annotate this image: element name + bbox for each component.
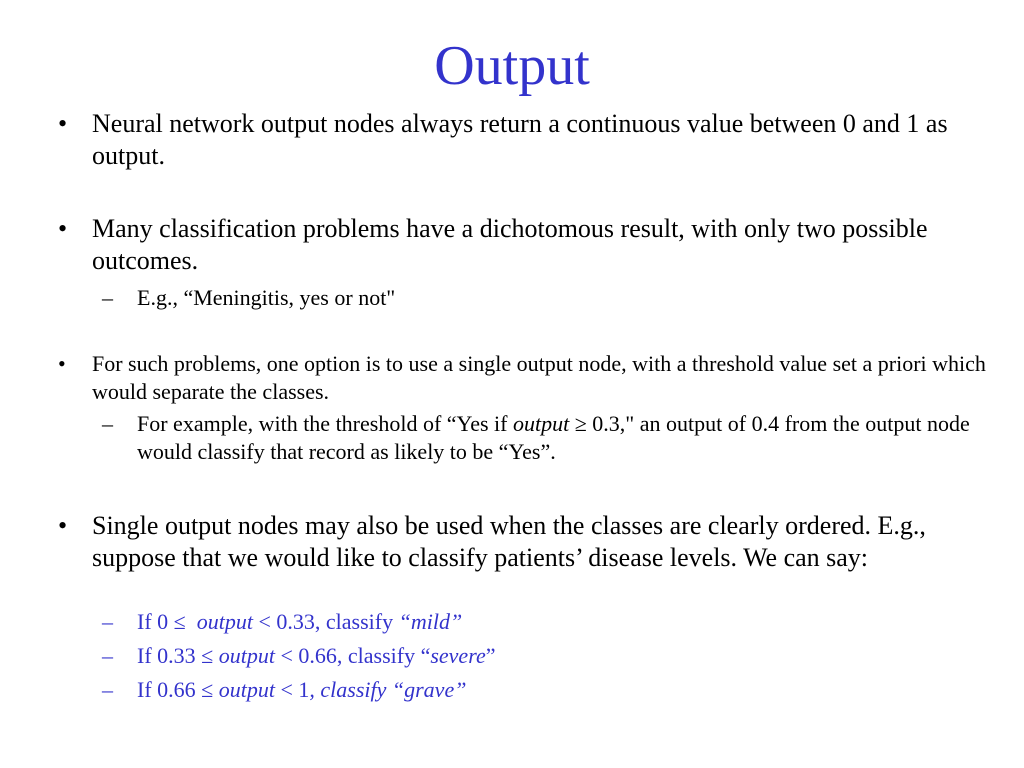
rule-middle: < 1 [274, 677, 310, 702]
dash-marker: – [102, 285, 113, 310]
slide-title: Output [434, 35, 590, 97]
bullet-marker: • [58, 109, 68, 138]
sub-bullet-text [137, 410, 987, 466]
rule-item-grave [0, 676, 1024, 706]
rule-text [137, 642, 997, 670]
rule-prefix: If 0 ≤ [137, 609, 197, 634]
rule-middle: < 0.66, classify “ [274, 643, 431, 668]
dash-marker: – [102, 411, 113, 436]
dash-marker: – [102, 643, 113, 668]
rule-variable: output [196, 609, 253, 634]
sub-bullet-item [0, 410, 1024, 470]
bullet-marker: • [58, 351, 66, 376]
bullet-text: Single output nodes may also be used when the classes are clearly ordered. E.g., suppose that we would like to classify patients’ disease levels. We can say: [92, 511, 926, 572]
rule-item-severe [0, 642, 1024, 672]
bullet-marker: • [58, 511, 68, 540]
rule-variable: output [218, 677, 275, 702]
sub-bullet-text: E.g., “Meningitis, yes or not" [137, 285, 396, 310]
rule-variable: output [218, 643, 275, 668]
rule-text [137, 676, 997, 704]
rule-prefix: If 0.33 ≤ [137, 643, 219, 668]
rule-prefix: If 0.66 ≤ [137, 677, 219, 702]
rule-class: , classify “grave” [309, 677, 467, 702]
rule-text [137, 608, 997, 636]
sub-text-suffix: ≥ 0.3," an output of 0.4 from the output node would classify that record as likely to be “Yes”. [137, 411, 970, 464]
bullet-marker: • [58, 214, 68, 243]
bullet-text: Many classification problems have a dichotomous result, with only two possible outcomes. [92, 214, 928, 275]
bullet-item [0, 510, 1024, 610]
rule-class: “mild” [398, 609, 463, 634]
bullet-text: For such problems, one option is to use a single output node, with a threshold value set a priori which would separate the classes. [92, 351, 986, 404]
sub-text-italic: output [513, 411, 570, 436]
rule-class: severe [430, 643, 486, 668]
bullet-item [0, 350, 1024, 410]
bullet-item [0, 213, 1024, 283]
dash-marker: – [102, 609, 113, 634]
sub-text-prefix: For example, with the threshold of “Yes if [137, 411, 513, 436]
rule-suffix: ” [485, 643, 496, 668]
rule-middle: < 0.33, classify [252, 609, 399, 634]
dash-marker: – [102, 677, 113, 702]
bullet-item [0, 108, 1024, 178]
rule-item-mild [0, 608, 1024, 638]
bullet-text: Neural network output nodes always return a continuous value between 0 and 1 as output. [92, 109, 948, 170]
sub-bullet-item [0, 284, 1024, 314]
